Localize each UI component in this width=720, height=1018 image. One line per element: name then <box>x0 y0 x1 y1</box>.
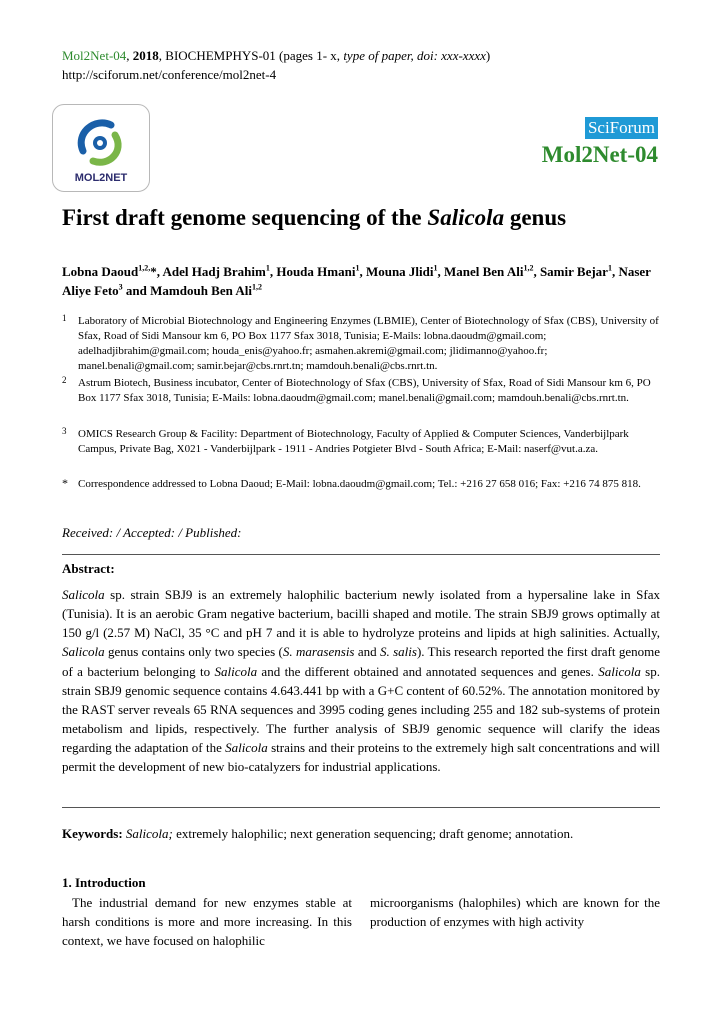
author-separator: , <box>359 264 366 279</box>
divider <box>62 554 660 555</box>
author-name: Mamdouh Ben Ali <box>150 283 252 298</box>
author-separator: , <box>611 264 619 279</box>
author-name: Manel Ben Ali <box>443 264 524 279</box>
italic-span: Salicola <box>214 663 258 679</box>
header-url[interactable]: http://sciforum.net/conference/mol2net-4 <box>62 67 277 82</box>
affiliation-mark: 1 <box>62 313 67 323</box>
author-name: Naser Aliye Feto <box>62 264 651 298</box>
text-span: ). This research reported the first draft genome of a bacterium belonging to <box>62 644 660 679</box>
title-pre: First draft genome sequencing of the <box>62 205 428 230</box>
affiliation-3 <box>62 427 662 457</box>
affiliation-2 <box>62 376 662 406</box>
author-name: Samir Bejar <box>539 264 608 279</box>
header-code-pages: , BIOCHEMPHYS-01 (pages 1- x, <box>158 48 344 63</box>
author-affiliation-sup: 1 <box>265 263 270 273</box>
author-affiliation-sup: 1 <box>607 263 612 273</box>
text-span: sp. strain SBJ9 genomic sequence contains 4.643.441 bp with a G+C content of 60.52%. The annotation monitored by the RAST server reveals 65 RNA sequences and 3995 coding genes including 255 and 182 sub-systems of protein metabolism and lipids, respectively. The further analysis of SBJ9 genomic sequence will clarify the ideas regarding the adaptation of the <box>62 663 660 756</box>
author-separator: , <box>437 264 444 279</box>
abstract-body <box>62 585 660 777</box>
affiliation-text: Laboratory of Microbial Biotechnology and Engineering Enzymes (LBMIE), Center of Biotechnology of Sfax (CBS), University of Sfax, Road of Sidi Mansour km 6, PO Box 1177 Sfax 3018, Tunisia; E-Mails: lobna.daoudm@gmail.com; adelhadjibrahim@gmail.com; houda_enis@yahoo.fr; asmahen.akremi@gmail.com; jlidimanno@yahoo.fr; manel.benali@gmail.com; samir.bejar@cbs.rnrt.tn; mamdouh.benali@cbs.rnrt.tn. <box>78 315 659 372</box>
author-separator: *, <box>150 264 163 279</box>
intro-column-2: microorganisms (halophiles) which are known for the production of enzymes with high activity <box>370 895 660 929</box>
author-affiliation-sup: 1,2, <box>138 263 151 273</box>
paper-title <box>62 205 566 231</box>
italic-span: S. marasensis <box>282 644 355 660</box>
affiliation-mark: 3 <box>62 426 67 436</box>
affiliation-1 <box>62 314 662 374</box>
text-span: strains and their proteins to the extremely high salt concentrations and will permit the development of new bio-catalyzers for industrial applications. <box>62 740 660 775</box>
logo-text: MOL2NET <box>74 172 128 184</box>
affiliation-mark: * <box>62 476 68 490</box>
italic-span: Salicola <box>62 644 105 660</box>
title-genus: Salicola <box>427 205 505 230</box>
italic-span: S. salis <box>379 644 417 660</box>
author-affiliation-sup: 3 <box>118 282 123 292</box>
text-span: sp. strain SBJ9 is an extremely halophilic bacterium newly isolated from a hypersaline lake in Sfax (Tunisia). It is an aerobic Gram negative bacterium, bacilli shaped and motile. The strain SBJ9 grows optimally at 150 g/l (2.57 M) NaCl, 35 °C and pH 7 and it is able to hydrolyze proteins and lipids at high salinities. Actually, <box>62 587 660 641</box>
author-name: Mouna Jlidi <box>365 264 434 279</box>
author-affiliation-sup: 1,2 <box>252 282 262 292</box>
affiliation-text: OMICS Research Group & Facility: Department of Biotechnology, Faculty of Applied & Computer Sciences, Vanderbijlpark Campus, Private Bag, X021 - Vanderbijlpark - 1911 - Andries Potgieter Blvd - South Africa; E-Mail: naserf@vut.a.za. <box>78 428 629 455</box>
affiliation-mark: 2 <box>62 375 67 385</box>
italic-span: Salicola <box>598 663 641 679</box>
text-span: genus contains only two species ( <box>104 644 283 660</box>
author-separator: and <box>122 283 151 298</box>
italic-span: Salicola <box>62 587 105 602</box>
author-affiliation-sup: 1 <box>433 263 438 273</box>
received-line: Received: / Accepted: / Published: <box>62 525 242 540</box>
correspondence <box>62 477 662 492</box>
author-list <box>62 262 660 300</box>
affiliation-text: Correspondence addressed to Lobna Daoud; E-Mail: lobna.daoudm@gmail.com; Tel.: +216 27 658 016; Fax: +216 74 875 818. <box>78 478 641 490</box>
keywords <box>62 824 660 843</box>
intro-heading: 1. Introduction <box>62 875 146 890</box>
intro-column-1 <box>62 893 352 950</box>
author-name: Houda Hmani <box>276 264 356 279</box>
abstract-heading: Abstract: <box>62 561 115 576</box>
text-span: and <box>354 644 380 660</box>
mol2net-logo-icon <box>53 105 149 191</box>
author-affiliation-sup: 1 <box>355 263 360 273</box>
mol2net-logo <box>52 104 150 192</box>
keywords-label: Keywords: <box>62 826 123 841</box>
header-conf[interactable]: Mol2Net-04 <box>62 48 127 63</box>
header-type-doi: type of paper, doi: xxx-xxxx <box>343 48 486 63</box>
title-post: genus <box>504 205 567 230</box>
sciforum-badge: SciForum <box>585 117 658 139</box>
author-name: Lobna Daoud <box>62 264 139 279</box>
text-span: and the different obtained and annotated sequences and genes. <box>257 663 599 679</box>
author-separator: , <box>269 264 277 279</box>
italic-span: Salicola <box>225 740 268 756</box>
intro-col1-text: The industrial demand for new enzymes stable at harsh conditions is more and more increasing. In this context, we have focused on halophilic <box>62 895 352 948</box>
running-header: Mol2Net-04, 2018, BIOCHEMPHYS-01 (pages 1- x, type of paper, doi: xxx-xxxx) http://sciforum.net/conference/mol2net-4 <box>62 48 491 82</box>
header-year: 2018 <box>132 48 159 63</box>
author-separator: , <box>533 264 540 279</box>
affiliation-text: Astrum Biotech, Business incubator, Center of Biotechnology of Sfax (CBS), University of Sfax, Road of Sidi Mansour km 6, PO Box 1177 Sfax 3018, Tunisia; E-Mails: lobna.daoudm@gmail.com; manel.benali@gmail.com; mamdouh.benali@cbs.rnrt.tn. <box>78 377 651 404</box>
italic-span: Salicola; <box>122 826 173 841</box>
text-span: extremely halophilic; next generation sequencing; draft genome; annotation. <box>172 826 574 841</box>
author-name: Adel Hadj Brahim <box>162 264 266 279</box>
author-affiliation-sup: 1,2 <box>523 263 534 273</box>
divider <box>62 807 660 808</box>
conference-name: Mol2Net-04 <box>541 142 658 167</box>
